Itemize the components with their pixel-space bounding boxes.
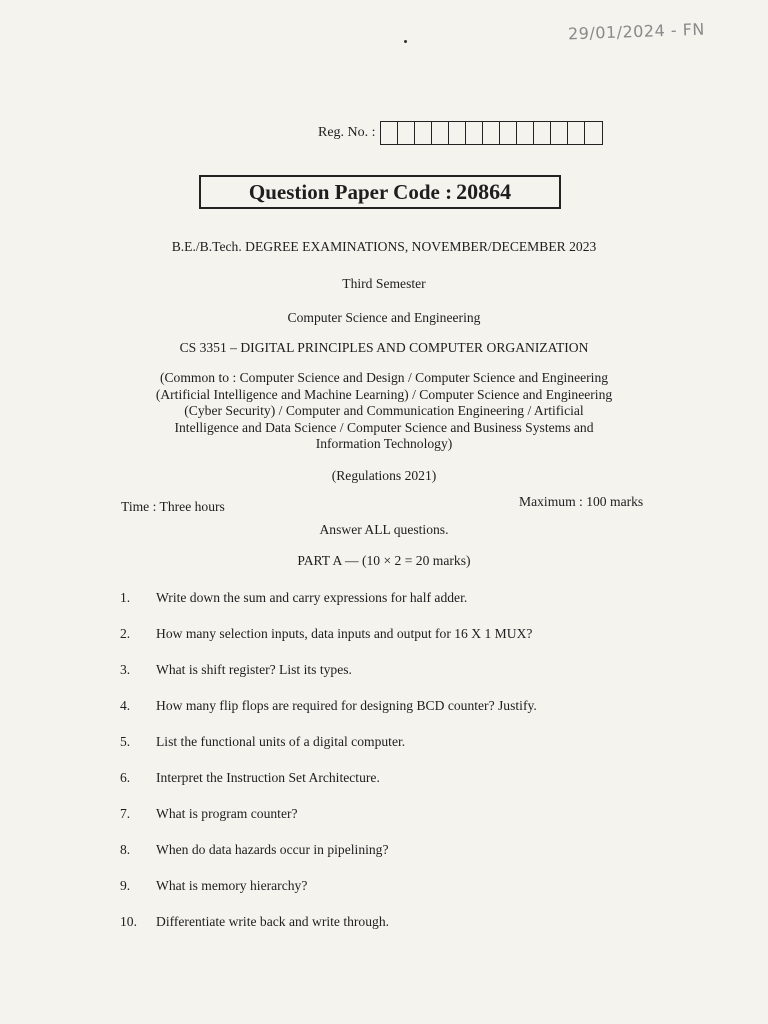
reg-box xyxy=(381,122,398,144)
question-item xyxy=(120,878,680,894)
time-duration: Time : Three hours xyxy=(121,499,225,514)
common-to-block xyxy=(110,370,658,453)
reg-box xyxy=(534,122,551,144)
common-to-line: (Cyber Security) / Computer and Communication Engineering / Artificial xyxy=(184,403,584,418)
question-text: What is program counter? xyxy=(156,806,298,821)
reg-box xyxy=(449,122,466,144)
question-number: 7. xyxy=(120,806,131,821)
common-to-line: Information Technology) xyxy=(315,436,453,451)
question-item xyxy=(120,734,680,750)
question-text: Differentiate write back and write through. xyxy=(156,914,390,929)
question-number: 6. xyxy=(120,770,131,785)
question-item xyxy=(120,590,680,606)
reg-box xyxy=(568,122,585,144)
reg-box xyxy=(415,122,432,144)
question-paper-code-box xyxy=(199,175,561,209)
question-number: 2. xyxy=(120,626,131,641)
subject-title: CS 3351 – DIGITAL PRINCIPLES AND COMPUTER ORGANIZATION xyxy=(179,340,589,355)
reg-box xyxy=(398,122,415,144)
common-to-line: (Artificial Intelligence and Machine Learning) / Computer Science and Engineering xyxy=(155,386,613,402)
common-to-line: Intelligence and Data Science / Computer Science and Business Systems and xyxy=(174,419,594,435)
question-item xyxy=(120,842,680,858)
reg-number-label: Reg. No. : xyxy=(318,125,376,140)
question-text: Write down the sum and carry expressions for half adder. xyxy=(156,590,468,605)
question-number: 8. xyxy=(120,842,131,857)
reg-number-boxes xyxy=(380,121,603,145)
question-item xyxy=(120,662,680,678)
question-text: What is memory hierarchy? xyxy=(156,878,308,893)
reg-box xyxy=(500,122,517,144)
reg-box xyxy=(466,122,483,144)
question-item xyxy=(120,806,680,822)
question-number: 9. xyxy=(120,878,131,893)
reg-box xyxy=(517,122,534,144)
reg-box xyxy=(483,122,500,144)
reg-box xyxy=(585,122,602,144)
question-number: 1. xyxy=(120,590,131,605)
question-item xyxy=(120,698,680,714)
question-text: When do data hazards occur in pipelining? xyxy=(156,842,389,857)
question-number: 10. xyxy=(120,914,137,929)
question-text: Interpret the Instruction Set Architecture. xyxy=(156,770,380,785)
semester: Third Semester xyxy=(342,276,426,291)
part-heading: PART A — (10 × 2 = 20 marks) xyxy=(297,553,471,568)
common-to-line: (Common to : Computer Science and Design / Computer Science and Engineering xyxy=(159,370,609,385)
question-paper-code-label: Question Paper Code : xyxy=(248,179,453,204)
handwritten-date: 29/01/2024 - FN xyxy=(567,19,706,44)
exam-title: B.E./B.Tech. DEGREE EXAMINATIONS, NOVEMBER/DECEMBER 2023 xyxy=(171,239,597,254)
ink-dot xyxy=(404,40,407,43)
question-text: How many selection inputs, data inputs and output for 16 X 1 MUX? xyxy=(156,626,533,641)
question-item xyxy=(120,914,680,930)
reg-box xyxy=(551,122,568,144)
question-text: What is shift register? List its types. xyxy=(156,662,352,677)
department: Computer Science and Engineering xyxy=(287,310,481,325)
regulations: (Regulations 2021) xyxy=(331,468,437,483)
question-text: List the functional units of a digital computer. xyxy=(156,734,406,749)
question-item xyxy=(120,770,680,786)
question-item xyxy=(120,626,680,642)
reg-box xyxy=(432,122,449,144)
question-text: How many flip flops are required for designing BCD counter? Justify. xyxy=(156,698,537,713)
question-number: 3. xyxy=(120,662,131,677)
reg-number-row xyxy=(318,121,603,145)
instruction: Answer ALL questions. xyxy=(319,522,449,537)
maximum-marks: Maximum : 100 marks xyxy=(519,494,644,509)
question-paper-code: 20864 xyxy=(456,179,512,204)
question-number: 4. xyxy=(120,698,131,713)
question-number: 5. xyxy=(120,734,131,749)
